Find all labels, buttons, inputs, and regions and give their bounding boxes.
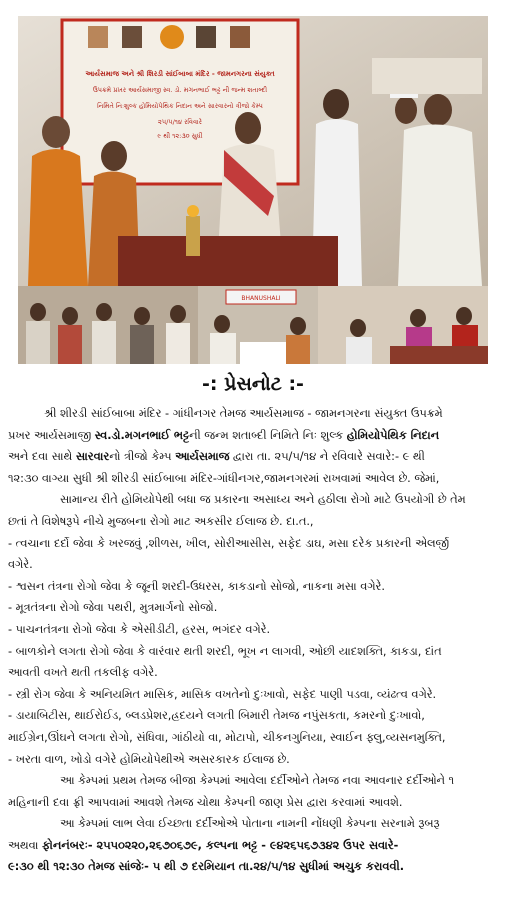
banner-line4: ૨૫/૫/૧૪ રવિવારે [158, 118, 202, 126]
closing-line: અથવા ફોનનંબરઃ- ૨૫૫૦૨૨૦,૨૬૭૦૬૭૯, કલ્પના ભટ્ટ - ૯૪૨૬૫૬૭૩૪૨ ઉપર સવારે- [8, 838, 399, 852]
list-item: - પાચનતંત્રના રોગો જેવા કે એસીડીટી, હરસ, ભગંદર વગેરે. [8, 622, 271, 636]
banner-line5: ૯ થી ૧૨:૩૦ સુધી [157, 132, 203, 140]
photo-collage [18, 16, 488, 364]
list-item: - શ્વસન તંત્રના રોગો જેવા કે જૂની શરદી-ઉધરસ, કાકડાનો સોજો, નાકના મસા વગેરે. [8, 579, 385, 593]
page-title: -: પ્રેસનોટ :- [202, 373, 304, 395]
timing-line: ૯:૩૦ થી ૧૨:૩૦ તેમજ સાંજેઃ- ૫ થી ૭ દરમિયાન તા.૨૪/૫/૧૪ સુધીમાં અચુક કરાવવી. [8, 860, 405, 874]
para-line: અને દવા સાથે સારવારનો ત્રીજો કેમ્પ આર્યસમાજ દ્વારા તા. ૨૫/૫/૧૪ ને રવિવારે સવારે:- ૯ થી [8, 450, 425, 464]
para-line: સામાન્ય રીતે હોમિયોપેથી બધા જ પ્રકારના અસાધ્ય અને હઠીલા રોગો માટે ઉપયોગી છે તેમ [60, 493, 466, 507]
list-item: - બાળકોને લગતા રોગો જેવા કે વારંવાર થતી શરદી, ભૂખ ન લાગવી, ઓછી યાદશક્તિ, કાકડા, દાંત [8, 644, 442, 658]
list-item: - સ્ત્રી રોગ જેવા કે અનિયમિત માસિક, માસિક વખતેનો દુઃખાવો, સફેદ પાણી પડવા, વ્યંઢત્વ વગેરે. [8, 687, 437, 701]
board-text: BHANUSHALI [241, 295, 281, 302]
banner-line3: નિમિતે નિઃશુલ્ક હોમિયોપેથિક નિદાન અને સારવારનો ત્રીજો કેમ્પ [97, 102, 263, 110]
list-item: માઈગ્રેન,ઊંઘને લગતા રોગો, સંધિવા, ગાંઠીયો વા, મોટાપો, ચીકનગુનિયા, સ્વાઈન ફ્લુ,વ્યસનમુક્તિ, [8, 730, 446, 744]
closing-line: આ કેમ્પમાં પ્રથમ તેમજ બીજા કેમ્પમાં આવેલા દર્દીઓને તેમજ નવા આવનાર દર્દીઓને ૧ [60, 774, 455, 788]
press-note-body [8, 403, 500, 878]
contact-numbers: ફોનનંબરઃ- ૨૫૫૦૨૨૦,૨૬૭૦૬૭૯, કલ્પના ભટ્ટ - ૯૪૨૬૫૬૭૩૪૨ ઉપર સવારે- [41, 838, 399, 852]
event-photo [18, 16, 488, 364]
closing-line: મહિનાની દવા ફ્રી આપવામાં આવશે તેમજ ચોથા કેમ્પની જાણ પ્રેસ દ્વારા કરવામાં આવશે. [8, 795, 403, 809]
arya-samaj: આર્યસમાજ [175, 450, 230, 464]
closing-line: આ કેમ્પમાં લાભ લેવા ઈચ્છતા દર્દીઓએ પોતાના નામની નોંધણી કેમ્પના સરનામે રૂબરૂ [60, 817, 440, 831]
homeopathy-diagnosis: હોમિયોપેથિક નિદાન [346, 428, 440, 442]
para-line: પ્રખર આર્યસમાજી સ્વ.ડો.મગનભાઈ ભટ્ટની જન્મ શતાબ્દી નિમિતે નિઃ શુલ્ક હોમિયોપેથિક નિદાન [8, 428, 440, 442]
list-item: - મૂત્રતંત્રના રોગો જેવા પથરી, મુત્રમાર્ગનો સોજો. [8, 601, 218, 615]
para-line: શ્રી શીરડી સાંઈબાબા મંદિર - ગાંધીનગર તેમજ આર્યસમાજ - જામનગરના સંયુક્ત ઉપક્રમે [44, 407, 443, 420]
banner-line2: ઉપક્રમે પ્રખર આર્યસમાજી સ્વ. ડો. મગનભાઈ ભટ્ટ ની જન્મ શતાબ્દી [92, 86, 268, 94]
list-item: - ખરતા વાળ, ખોડો વગેરે હોમિયોપેથીએ અસરકારક ઈલાજ છે. [8, 752, 290, 766]
list-item: આવતી વખતે થતી તકલીફ વગેરે. [8, 666, 158, 680]
list-item: - ડાયાબિટીસ, થાઈરોઈડ, બ્લડપ્રેશર,હ્રદયને લગતી બિમારી તેમજ નપુંસકતા, કમરનો દુઃખાવો, [8, 709, 425, 723]
para-line: ૧૨:૩૦ વાગ્યા સુધી શ્રી શીરડી સાંઈબાબા મંદિર-ગાંધીનગર,જામનગરમાં રાખવામાં આવેલ છે. જેમાં, [8, 471, 440, 485]
list-item: - ત્વચાના દર્દો જેવા કે ખરજવું ,શીળસ, ખીલ, સોરીઆસીસ, સફેદ ડાઘ, મસા દરેક પ્રકારની એલર્જી [8, 536, 449, 550]
doctor-name: સ્વ.ડો.મગનભાઈ ભટ્ટ [94, 428, 190, 442]
list-item: વગેરે. [8, 558, 33, 572]
banner-line1: આર્યસમાજ અને શ્રી શિરડી સાંઈબાબા મંદિર - જામનગરના સંયુક્ત [85, 70, 275, 78]
para-line: છતાં તે વિશેષરૂપે નીચે મુજબના રોગો માટ અકસીર ઈલાજ છે. દા.ત., [8, 514, 314, 528]
